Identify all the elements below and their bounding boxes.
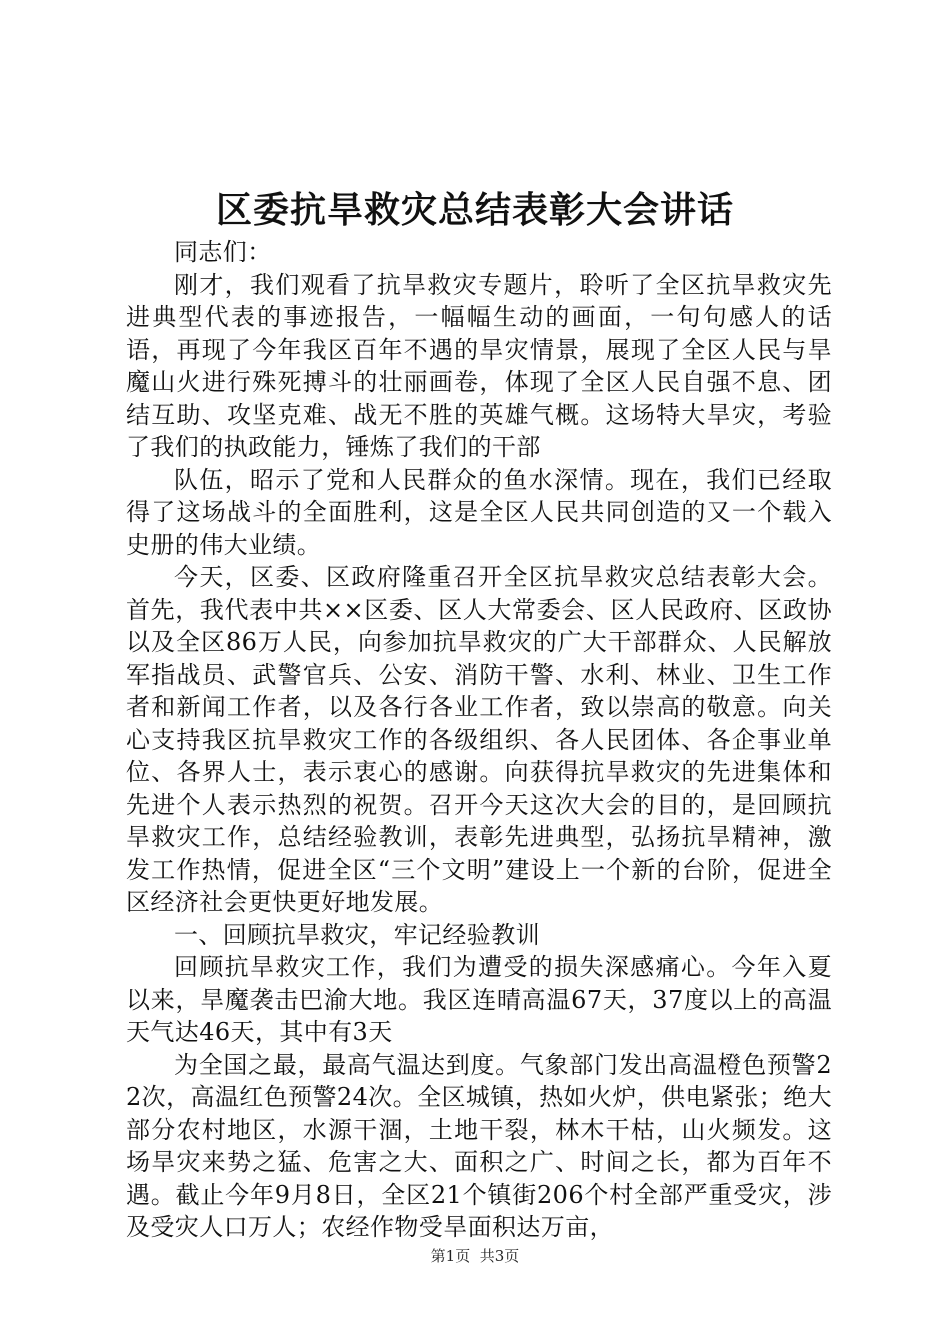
- document-body: [126, 236, 832, 1244]
- paragraph: 队伍，昭示了党和人民群众的鱼水深情。现在，我们已经取得了这场战斗的全面胜利，这是全区人民共同创造的又一个载入史册的伟大业绩。: [126, 465, 832, 559]
- paragraph: 回顾抗旱救灾工作，我们为遭受的损失深感痛心。今年入夏以来，旱魔袭击巴渝大地。我区连晴高温67天，37度以上的高温天气达46天，其中有3天: [126, 953, 832, 1046]
- paragraph: 今天，区委、区政府隆重召开全区抗旱救灾总结表彰大会。首先，我代表中共××区委、区人大常委会、区人民政府、区政协以及全区86万人民，向参加抗旱救灾的广大干部群众、人民解放军指战员、武警官兵、公安、消防干警、水利、林业、卫生工作者和新闻工作者，以及各行各业工作者，致以崇高的敬意。向关心支持我区抗旱救灾工作的各级组织、各人民团体、各企事业单位、各界人士，表示衷心的感谢。向获得抗旱救灾的先进集体和先进个人表示热烈的祝贺。召开今天这次大会的目的，是回顾抗旱救灾工作，总结经验教训，表彰先进典型，弘扬抗旱精神，激发工作热情，促进全区“三个文明”建设上一个新的台阶，促进全区经济社会更快更好地发展。: [126, 563, 832, 916]
- page-total: 共3页: [479, 1247, 520, 1265]
- page-footer: [0, 1245, 950, 1266]
- document-title: 区委抗旱救灾总结表彰大会讲话: [215, 189, 734, 231]
- paragraph: 刚才，我们观看了抗旱救灾专题片，聆听了全区抗旱救灾先进典型代表的事迹报告，一幅幅生动的画面，一句句感人的话语，再现了今年我区百年不遇的旱灾情景，展现了全区人民与旱魔山火进行殊死搏斗的壮丽画卷，体现了全区人民自强不息、团结互助、攻坚克难、战无不胜的英雄气概。这场特大旱灾，考验了我们的执政能力，锤炼了我们的干部: [126, 270, 832, 461]
- section-heading: 一、回顾抗旱救灾，牢记经验教训: [174, 920, 540, 949]
- salutation: 同志们：: [174, 238, 272, 266]
- page-number: 第1页: [430, 1247, 471, 1265]
- paragraph: 为全国之最，最高气温达到度。气象部门发出高温橙色预警22次，高温红色预警24次。全区城镇，热如火炉，供电紧张；绝大部分农村地区，水源干涸，土地干裂，林木干枯，山火频发。这场旱灾来势之猛、危害之大、面积之广、时间之长，都为百年不遇。截止今年9月8日，全区21个镇街206个村全部严重受灾，涉及受灾人口万人；农经作物受旱面积达万亩，: [126, 1050, 832, 1241]
